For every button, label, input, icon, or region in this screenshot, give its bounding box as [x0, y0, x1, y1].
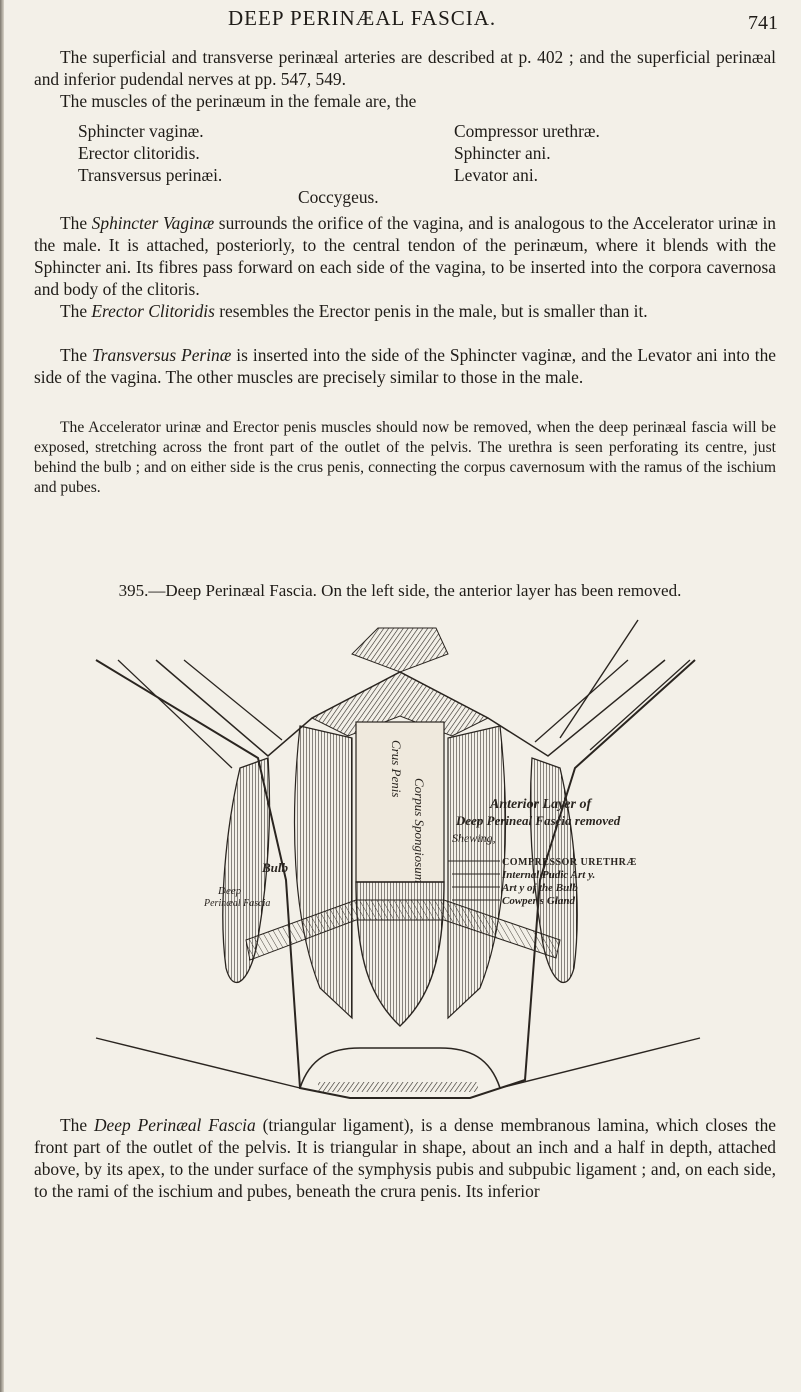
- label-artery-bulb: Art y of the Bulb: [502, 882, 578, 894]
- label-shewing: Shewing,: [452, 831, 496, 845]
- dissection-note: The Accelerator urinæ and Erector penis muscles should now be removed, when the deep perinæal fascia will be exposed, stretching across the front part of the outlet of the pelvis. The urethra is seen perforating its centre, just behind the bulb ; and on either side is the crus penis, connecting the corpus cavernosum with the ramus of the ischium and pubes.: [34, 419, 776, 496]
- label-perineal-fascia: Perinæal Fascia: [204, 898, 271, 909]
- running-head: [0, 6, 801, 36]
- perineal-body: [318, 1082, 478, 1092]
- muscle-list-item: Levator ani.: [454, 165, 539, 185]
- muscle-list-item: Transversus perinæi.: [78, 165, 223, 185]
- female-muscles-intro: The muscles of the perinæum in the female are, the: [60, 91, 417, 111]
- muscle-list-item: Coccygeus.: [298, 187, 379, 207]
- sphincter-vaginae-paragraph: The Sphincter Vaginæ surrounds the orifice of the vagina, and is analogous to the Accelerator urinæ in the male. It is attached, posteriorly, to the central tendon of the perinæum, where it blends with the Sphincter ani. Its fibres pass forward on each side of the vagina, to be inserted into the corpora cavernosa and body of the clitoris.: [34, 213, 776, 299]
- muscle-list-item: Compressor urethræ.: [454, 121, 600, 141]
- label-compressor-urethrae: COMPRESSOR URETHRÆ: [502, 857, 637, 868]
- erector-clitoridis-paragraph: The Erector Clitoridis resembles the Erector penis in the male, but is smaller than it.: [60, 301, 648, 321]
- deep-fascia-paragraph: The Deep Perinæal Fascia (triangular ligament), is a dense membranous lamina, which closes the front part of the outlet of the pelvis. It is triangular in shape, about an inch and a half in depth, attached above, by its apex, to the under surface of the symphysis pubis and subpubic ligament ; and, on each side, to the rami of the ischium and pubes, beneath the crura penis. Its inferior: [34, 1115, 777, 1201]
- term-deep-perineal-fascia: Deep Perinæal Fascia: [93, 1115, 256, 1135]
- muscle-list-item: Sphincter ani.: [454, 143, 551, 163]
- term-erector-clitoridis: Erector Clitoridis: [91, 301, 215, 321]
- apex-ligament: [352, 628, 448, 672]
- label-fascia-removed: Deep Perineal Fascia removed: [456, 813, 621, 828]
- right-corpus: [448, 726, 505, 1018]
- page-number: 741: [748, 12, 778, 34]
- muscle-list-item: Erector clitoridis.: [78, 143, 200, 163]
- ischial-lines: [96, 1038, 700, 1088]
- label-bulb: Bulb: [262, 860, 289, 875]
- term-transversus-perinaei: Transversus Perinæ: [92, 345, 232, 365]
- label-deep: Deep: [218, 885, 242, 897]
- label-crus-penis: Crus Penis: [389, 740, 404, 798]
- female-muscle-list: [78, 120, 738, 210]
- left-corpus: [295, 726, 352, 1018]
- label-corpus-spongiosum: Corpus Spongiosum: [412, 778, 427, 884]
- transversus-perinaei-paragraph: The Transversus Perinæ is inserted into the side of the Sphincter vaginæ, and the Levator ani into the side of the vagina. The other muscles are precisely similar to those in the male.: [34, 345, 776, 387]
- intro-paragraph: The superficial and transverse perinæal arteries are described at p. 402 ; and the superficial perinæal and inferior pudendal nerves at pp. 547, 549.: [34, 47, 776, 89]
- upper-pointer-line: [560, 620, 638, 738]
- running-title: DEEP PERINÆAL FASCIA.: [228, 6, 497, 30]
- muscle-list-item: Sphincter vaginæ.: [78, 121, 204, 141]
- label-internal-pudic: Internal Pudic Art y.: [502, 869, 596, 881]
- label-anterior-layer: Anterior Layer of: [490, 797, 592, 812]
- term-sphincter-vaginae: Sphincter Vaginæ: [91, 213, 215, 233]
- label-cowpers-gland: Cowper's Gland: [502, 895, 576, 907]
- figure-caption: 395.—Deep Perinæal Fascia. On the left side, the anterior layer has been removed.: [118, 581, 682, 600]
- deep-perineal-fascia-figure: [0, 618, 801, 1106]
